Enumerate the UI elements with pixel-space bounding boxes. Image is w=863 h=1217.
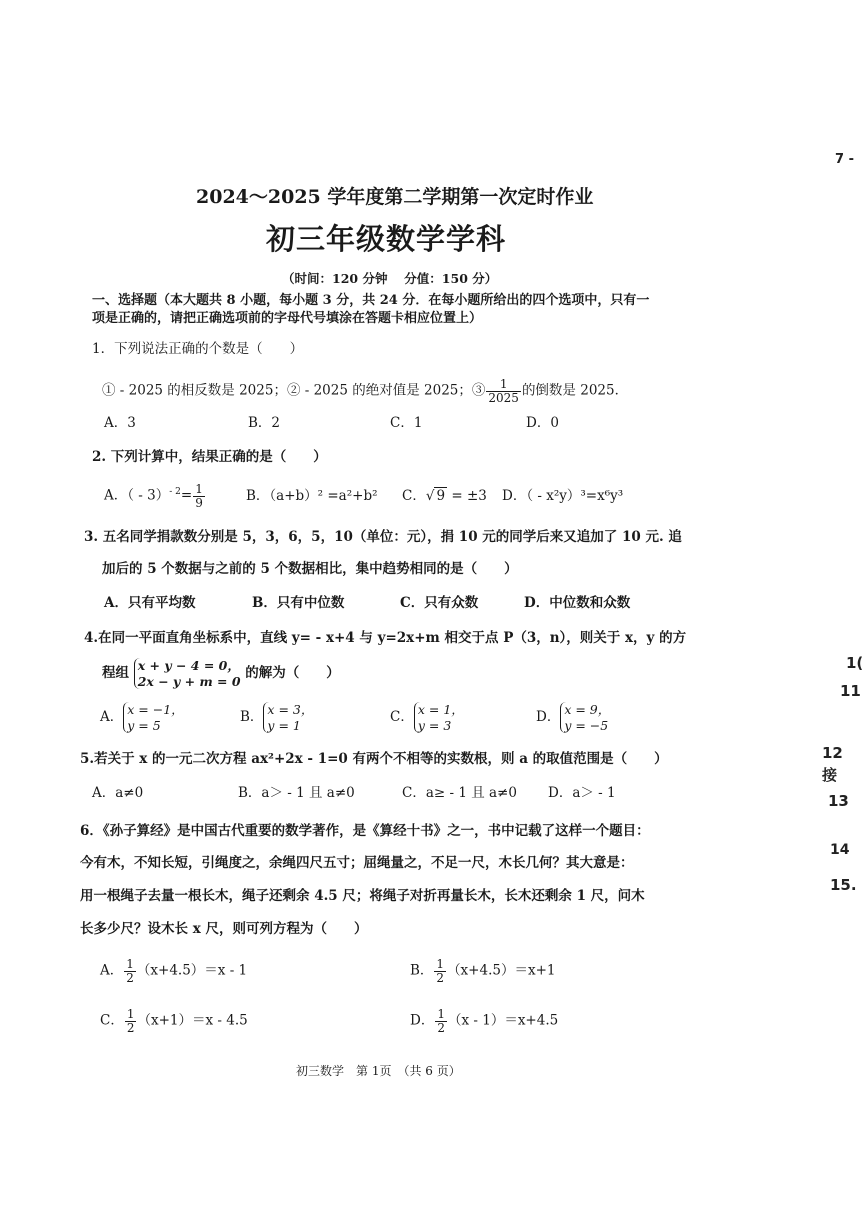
question-1-statement-text-end: 的倒数是 2025．: [521, 382, 629, 399]
section-instructions-line2: 项是正确的，请把正确选项前的字母代号填涂在答题卡相应位置上）: [92, 311, 483, 326]
fraction-denominator: 2: [126, 1020, 135, 1035]
question-4-option-a: [100, 702, 184, 733]
question-6-option-b: [410, 958, 555, 984]
question-1-statement-text: ① - 2025 的相反数是 2025；② - 2025 的绝对值是 2025；③: [102, 382, 486, 399]
question-3-option-c: C．只有众数: [400, 595, 479, 611]
question-6-line1: 6．《孙子算经》是中国古代重要的数学著作，是《算经十书》之一，书中记载了这样一个题目：: [80, 823, 650, 839]
fraction-denominator: 2025: [488, 390, 519, 405]
question-3-option-b: B．只有中位数: [252, 595, 345, 611]
question-5-option-b: B．a＞ - 1 且 a≠0: [238, 785, 355, 801]
question-2-stem: 2. 下列计算中，结果正确的是（ ）: [92, 449, 327, 465]
question-5-option-d: D．a＞ - 1: [548, 785, 616, 801]
question-2-option-a: [104, 483, 206, 509]
option-label: B．: [410, 962, 434, 979]
question-1-option-a: A．3: [104, 415, 136, 431]
question-2-option-d: D．（ - x²y）³=x⁶y³: [502, 488, 624, 504]
solution-system: [560, 702, 610, 733]
fraction-numerator: 1: [195, 482, 203, 496]
solution-x: x = 9，: [564, 702, 611, 717]
question-2-option-b: B．（a+b）² =a²+b²: [246, 488, 378, 504]
question-4-label: 程组: [102, 665, 129, 682]
option-a-equals: =: [180, 487, 193, 504]
question-6-option-a: [100, 958, 247, 984]
solution-x: x = −1，: [127, 702, 184, 717]
option-expression: （x+1）＝x - 4.5: [137, 1012, 248, 1029]
question-1-option-d: D．0: [526, 415, 559, 431]
question-4-system: [102, 658, 340, 689]
option-c-result: = ±3: [447, 488, 487, 504]
fraction: [124, 958, 136, 984]
question-4-option-b: [240, 702, 313, 733]
question-6-line4: 长多少尺？设木长 x 尺，则可列方程为（ ）: [80, 921, 368, 937]
question-5-option-c: C．a≥ - 1 且 a≠0: [402, 785, 517, 801]
square-root: 9: [436, 488, 446, 504]
option-label: C．: [390, 709, 414, 726]
fraction: [193, 483, 205, 509]
edge-fragment: 13: [828, 792, 849, 810]
solution-x: x = 3，: [267, 702, 314, 717]
solution-y: y = 1: [267, 717, 301, 733]
question-1-statements: [102, 378, 628, 404]
exam-info: （时间：120 分钟 分值：150 分）: [282, 271, 498, 286]
option-expression: （x+4.5）＝x+1: [447, 962, 556, 979]
question-4-option-d: [536, 702, 610, 733]
question-3-line2: 加后的 5 个数据与之前的 5 个数据相比，集中趋势相同的是（ ）: [102, 561, 518, 577]
question-6-option-c: [100, 1008, 248, 1034]
question-1-option-b: B．2: [248, 415, 281, 431]
edge-fragment: 15.: [830, 876, 857, 894]
option-label: D．: [410, 1012, 435, 1029]
solution-y: y = 3: [417, 717, 452, 733]
solution-y: y = 5: [127, 717, 161, 733]
fraction-denominator: 2: [436, 970, 445, 985]
question-3-option-a: A．只有平均数: [104, 595, 196, 611]
option-label: A．: [100, 962, 124, 979]
option-label: D．: [536, 709, 561, 726]
fraction: [435, 1008, 447, 1034]
edge-fragment: 1(: [846, 654, 863, 672]
question-5-stem: 5.若关于 x 的一元二次方程 ax²+2x - 1=0 有两个不相等的实数根，则 a 的取值范围是（ ）: [80, 751, 668, 767]
question-6-option-d: [410, 1008, 558, 1034]
solution-system: [123, 702, 183, 733]
edge-fragment: 7 -: [835, 152, 854, 167]
question-3-line1: 3. 五名同学捐款数分别是 5，3，6，5，10（单位：元），捐 10 元的同学后来又追加了 10 元. 追: [84, 529, 682, 545]
fraction-numerator: 1: [126, 957, 134, 971]
question-6-line3: 用一根绳子去量一根长木，绳子还剩余 4.5 尺；将绳子对折再量长木，长木还剩余 1 尺，问木: [80, 888, 645, 904]
question-5-option-a: A．a≠0: [92, 785, 144, 801]
question-2-option-c: C．√ 9 = ±3: [402, 488, 487, 504]
subject-title: 初三年级数学学科: [266, 222, 507, 256]
question-1-stem: 1．下列说法正确的个数是（ ）: [92, 341, 304, 357]
equation-2: 2x − y + m = 0: [137, 673, 241, 689]
option-a-exponent: - 2: [169, 487, 181, 498]
option-expression: （x - 1）＝x+4.5: [447, 1012, 559, 1029]
option-label: A．: [100, 709, 124, 726]
edge-fragment: 14: [830, 842, 850, 858]
fraction-numerator: 1: [499, 377, 508, 391]
solution-y: y = −5: [564, 717, 609, 733]
option-label: C．: [100, 1012, 124, 1029]
option-c-label: C．: [402, 488, 426, 504]
fraction: [486, 378, 521, 404]
question-1-option-c: C．1: [390, 415, 423, 431]
fraction-denominator: 2: [437, 1020, 445, 1035]
question-4-option-c: [390, 702, 464, 733]
question-4-line1: 4.在同一平面直角坐标系中，直线 y= - x+4 与 y=2x+m 相交于点 P（3，n），则关于 x，y 的方: [84, 630, 687, 646]
fraction-numerator: 1: [437, 1007, 445, 1021]
fraction-denominator: 2: [126, 970, 134, 985]
edge-fragment: 11: [840, 682, 861, 700]
exam-title: 2024～2025 学年度第二学期第一次定时作业: [196, 186, 594, 208]
question-6-line2: 今有木，不知长短，引绳度之，余绳四尺五寸；屈绳量之，不足一尺，木长几何？其大意是：: [80, 855, 634, 871]
solution-system: [414, 702, 464, 733]
section-instructions-line1: 一、选择题（本大题共 8 小题，每小题 3 分，共 24 分．在每小题所给出的四个选项中，只有一: [92, 293, 650, 308]
option-label: B．: [240, 709, 264, 726]
option-a-base: A．（ - 3）: [104, 487, 170, 504]
page-footer: 初三数学 第 1页 （共 6 页）: [296, 1064, 461, 1078]
edge-fragment: 12: [822, 744, 843, 762]
fraction-numerator: 1: [126, 1007, 135, 1021]
solution-system: [263, 702, 313, 733]
fraction-denominator: 9: [195, 495, 203, 510]
edge-fragment: 接: [822, 766, 838, 784]
fraction-numerator: 1: [436, 957, 445, 971]
question-4-after: 的解为（ ）: [245, 665, 340, 682]
equation-1: x + y − 4 = 0，: [137, 658, 240, 673]
equation-system: [134, 658, 241, 689]
fraction: [434, 958, 446, 984]
option-expression: （x+4.5）＝x - 1: [136, 962, 248, 979]
question-3-option-d: D．中位数和众数: [524, 595, 631, 611]
solution-x: x = 1，: [417, 702, 464, 717]
fraction: [125, 1008, 137, 1034]
